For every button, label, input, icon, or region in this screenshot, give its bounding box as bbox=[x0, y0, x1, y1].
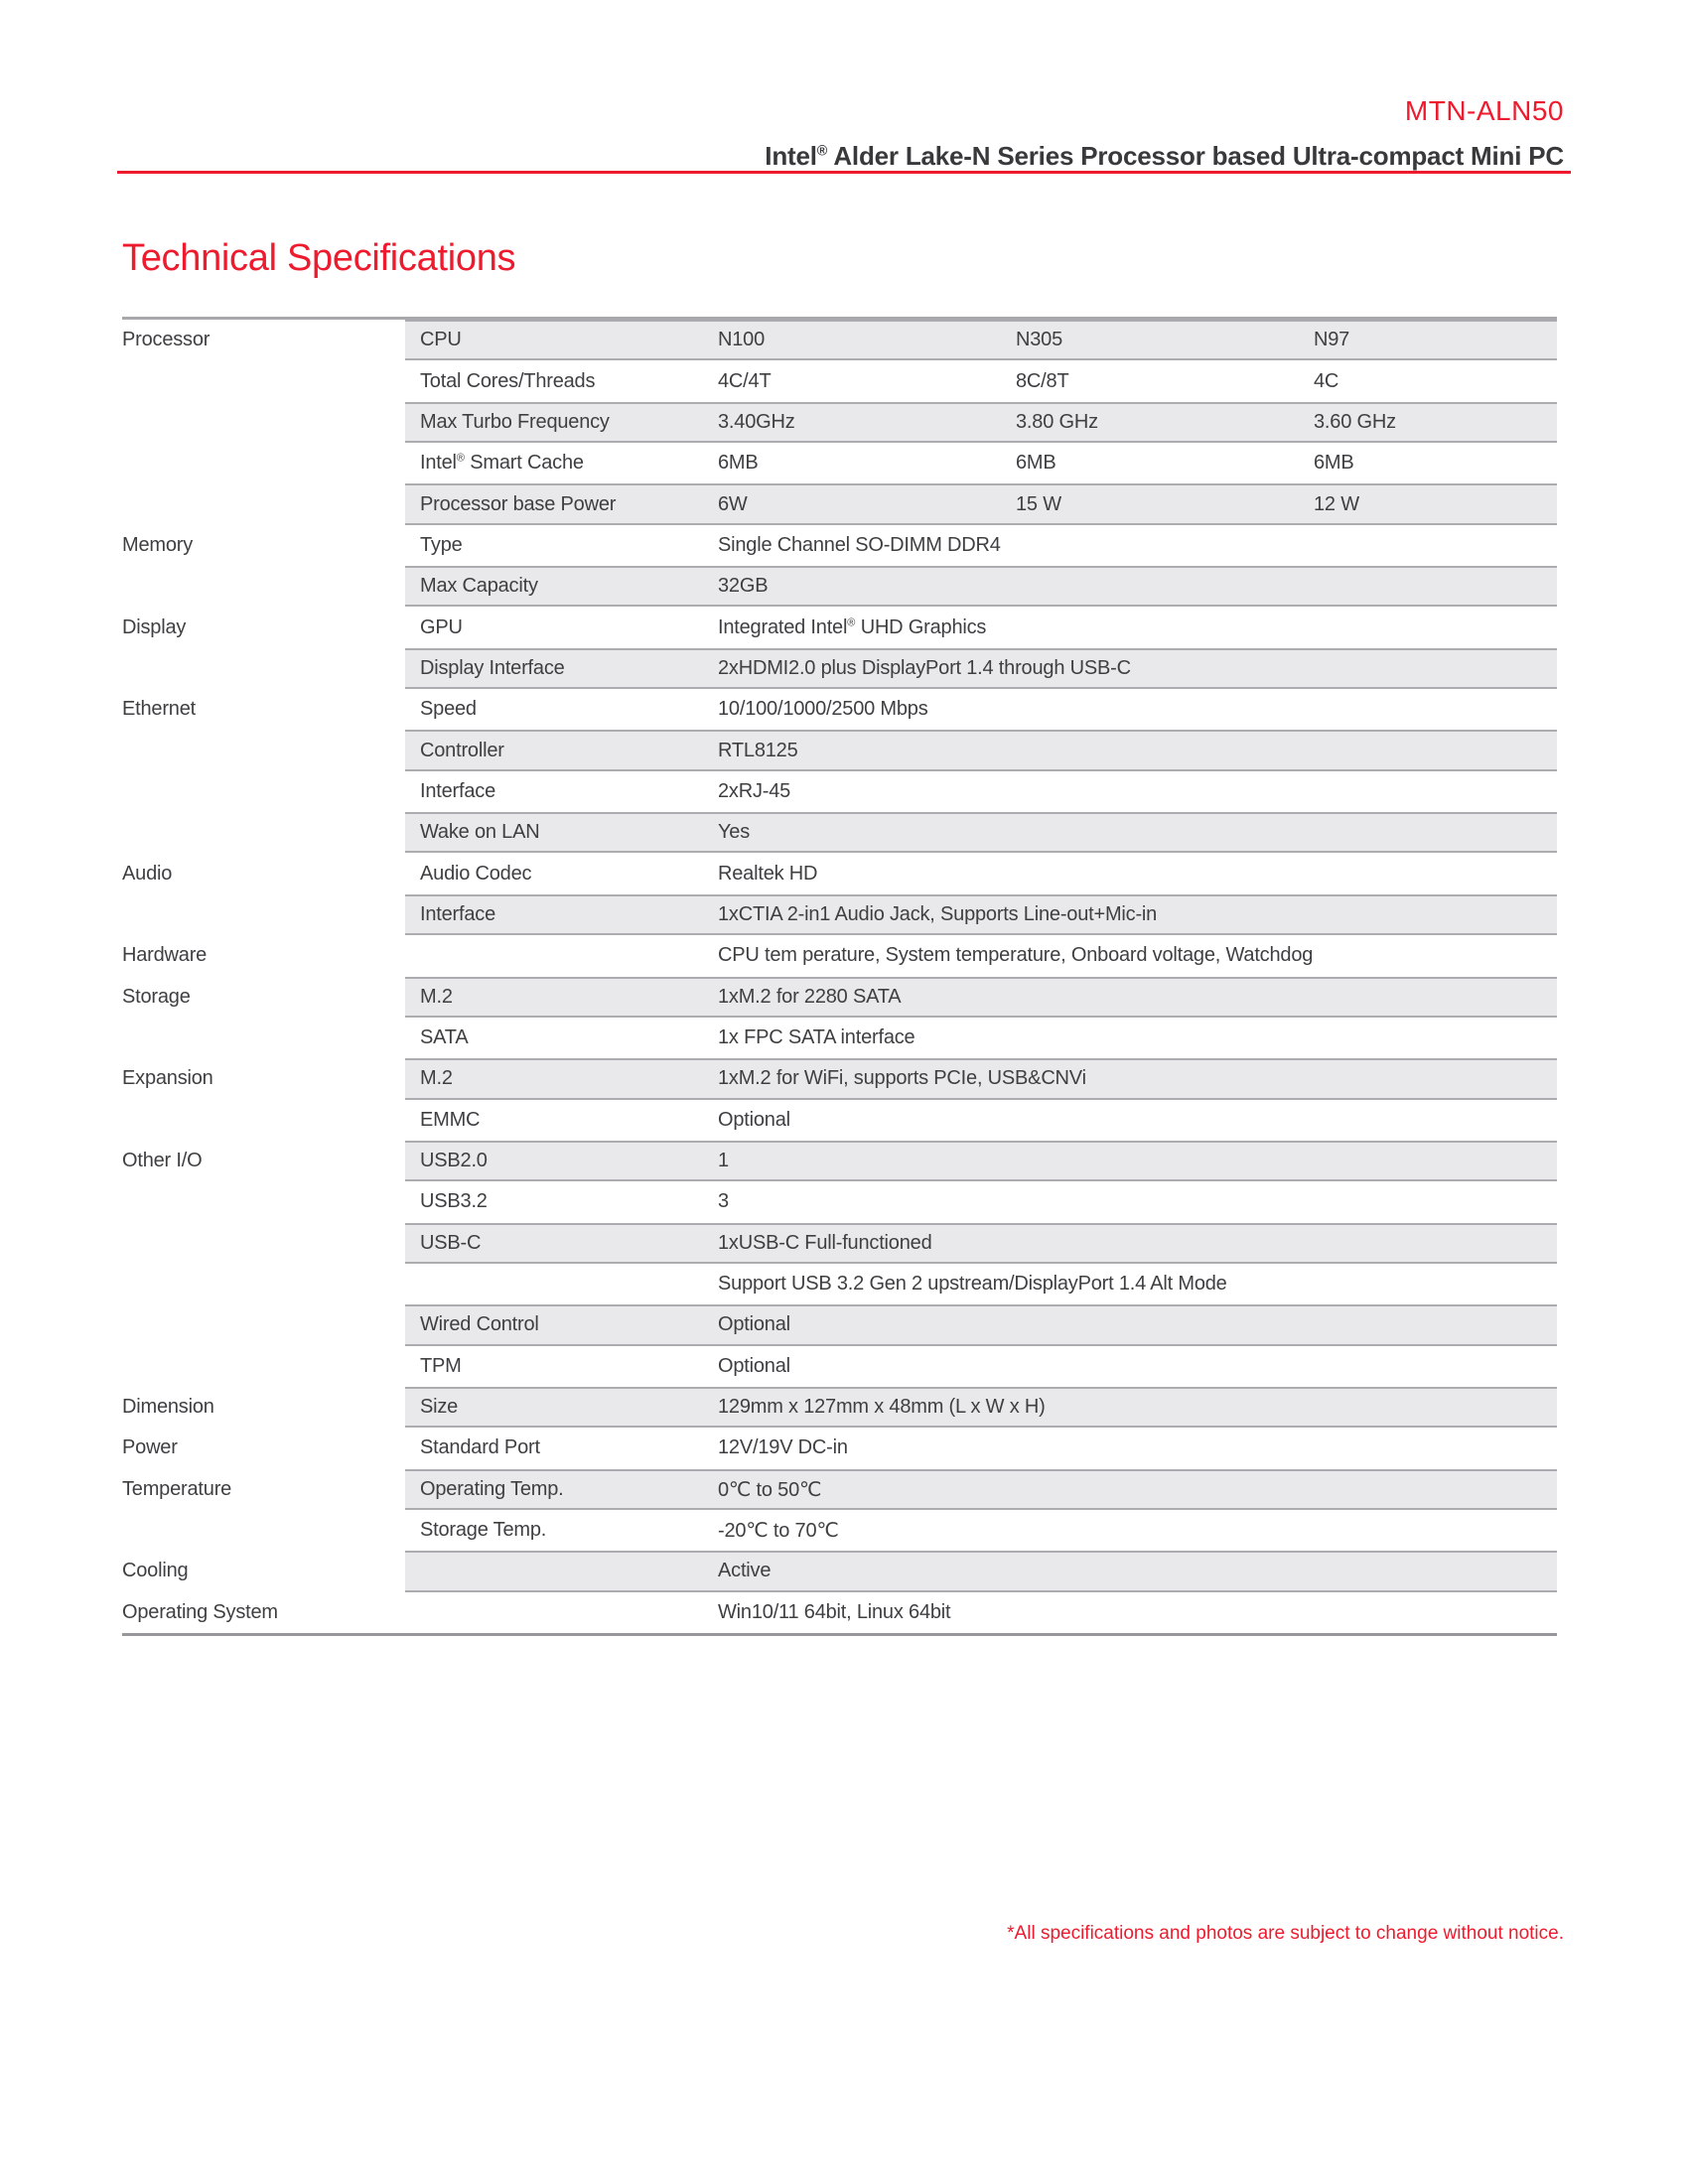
category-cell: Hardware bbox=[122, 944, 208, 967]
table-row bbox=[122, 525, 1557, 566]
spec-cell: USB-C bbox=[420, 1231, 482, 1254]
table-row bbox=[122, 935, 1557, 976]
category-cell bbox=[122, 443, 405, 483]
value-cell: Integrated Intel® UHD Graphics bbox=[718, 615, 987, 638]
value-cell: Support USB 3.2 Gen 2 upstream/DisplayPort 1.4 Alt Mode bbox=[718, 1273, 1227, 1296]
row-body bbox=[405, 566, 1557, 607]
spec-cell: Wake on LAN bbox=[420, 821, 540, 844]
category-cell: Expansion bbox=[122, 1067, 213, 1090]
table-row bbox=[122, 1469, 1557, 1510]
table-row bbox=[122, 483, 1557, 524]
table-row bbox=[122, 360, 1557, 401]
value-cell: 32GB bbox=[718, 575, 769, 598]
row-body bbox=[405, 483, 1557, 524]
table-row bbox=[122, 320, 1557, 360]
value-cell: 3 bbox=[718, 1190, 729, 1213]
spec-cell: Storage Temp. bbox=[420, 1519, 547, 1542]
model-number: MTN-ALN50 bbox=[1404, 95, 1564, 126]
value-cell: N97 bbox=[1314, 329, 1350, 351]
spec-cell: Max Capacity bbox=[420, 575, 538, 598]
value-cell: 12 W bbox=[1314, 492, 1359, 515]
value-cell: 1xM.2 for WiFi, supports PCIe, USB&CNVi bbox=[718, 1067, 1086, 1090]
row-body bbox=[405, 771, 1557, 812]
table-row bbox=[122, 1387, 1557, 1428]
category-cell bbox=[122, 1100, 405, 1141]
spec-cell: Controller bbox=[420, 739, 504, 761]
row-body bbox=[405, 443, 1557, 483]
category-cell: Temperature bbox=[122, 1477, 232, 1500]
row-body bbox=[405, 689, 1557, 730]
value-cell: 129mm x 127mm x 48mm (L x W x H) bbox=[718, 1396, 1046, 1419]
category-cell bbox=[122, 1181, 405, 1222]
row-body bbox=[405, 402, 1557, 443]
value-cell: 4C/4T bbox=[718, 369, 772, 392]
category-cell bbox=[122, 894, 405, 935]
row-body bbox=[405, 935, 1557, 976]
row-body bbox=[405, 977, 1557, 1018]
table-row bbox=[122, 443, 1557, 483]
row-body bbox=[405, 894, 1557, 935]
spec-cell: Standard Port bbox=[420, 1436, 540, 1459]
page-title: Technical Specifications bbox=[122, 237, 516, 279]
category-cell bbox=[122, 771, 405, 812]
row-body bbox=[405, 648, 1557, 689]
row-body bbox=[405, 360, 1557, 401]
category-cell: Cooling bbox=[122, 1560, 189, 1582]
category-cell: Power bbox=[122, 1436, 178, 1459]
spec-cell: Speed bbox=[420, 698, 477, 721]
value-cell: 6MB bbox=[718, 452, 759, 475]
value-cell: -20℃ to 70℃ bbox=[718, 1520, 839, 1543]
row-body bbox=[405, 1510, 1557, 1551]
row-body bbox=[405, 730, 1557, 770]
category-cell: Storage bbox=[122, 985, 191, 1008]
category-cell bbox=[122, 483, 405, 524]
category-cell bbox=[122, 730, 405, 770]
category-cell bbox=[122, 812, 405, 853]
value-cell: Realtek HD bbox=[718, 862, 818, 885]
spec-cell: GPU bbox=[420, 615, 463, 638]
row-body bbox=[405, 1304, 1557, 1345]
row-body bbox=[405, 320, 1557, 360]
table-row bbox=[122, 853, 1557, 893]
table-row bbox=[122, 1181, 1557, 1222]
spec-table bbox=[122, 317, 1557, 1636]
table-row bbox=[122, 812, 1557, 853]
table-row bbox=[122, 607, 1557, 647]
row-body bbox=[405, 1346, 1557, 1387]
row-body bbox=[405, 1387, 1557, 1428]
category-cell: Ethernet bbox=[122, 698, 197, 721]
table-row bbox=[122, 1551, 1557, 1591]
value-cell: N100 bbox=[718, 329, 766, 351]
spec-cell: TPM bbox=[420, 1354, 462, 1377]
product-subtitle: Intel® Alder Lake-N Series Processor based Ultra-compact Mini PC bbox=[765, 141, 1564, 171]
value-cell: 15 W bbox=[1016, 492, 1061, 515]
category-cell bbox=[122, 566, 405, 607]
category-cell bbox=[122, 1018, 405, 1058]
category-cell: Dimension bbox=[122, 1396, 214, 1419]
table-row bbox=[122, 1510, 1557, 1551]
row-body bbox=[405, 1264, 1557, 1304]
row-body bbox=[405, 1141, 1557, 1181]
row-body bbox=[405, 607, 1557, 647]
table-row bbox=[122, 1428, 1557, 1468]
category-cell: Audio bbox=[122, 862, 173, 885]
value-cell: 1 bbox=[718, 1150, 729, 1172]
category-cell bbox=[122, 1346, 405, 1387]
value-cell: 1x FPC SATA interface bbox=[718, 1026, 915, 1049]
table-row bbox=[122, 1592, 1557, 1633]
value-cell: 6MB bbox=[1016, 452, 1056, 475]
value-cell: 3.60 GHz bbox=[1314, 410, 1396, 433]
value-cell: 1xUSB-C Full-functioned bbox=[718, 1231, 932, 1254]
spec-cell: Total Cores/Threads bbox=[420, 369, 596, 392]
category-cell bbox=[122, 648, 405, 689]
table-row bbox=[122, 1304, 1557, 1345]
spec-cell: EMMC bbox=[420, 1108, 481, 1131]
category-cell: Display bbox=[122, 615, 187, 638]
value-cell: 2xHDMI2.0 plus DisplayPort 1.4 through USB-C bbox=[718, 656, 1131, 679]
row-body bbox=[405, 1469, 1557, 1510]
spec-cell: M.2 bbox=[420, 1067, 453, 1090]
spec-cell: SATA bbox=[420, 1026, 469, 1049]
table-row bbox=[122, 1346, 1557, 1387]
table-row bbox=[122, 1100, 1557, 1141]
table-row bbox=[122, 689, 1557, 730]
table-row bbox=[122, 1018, 1557, 1058]
value-cell: Optional bbox=[718, 1313, 790, 1336]
row-body bbox=[405, 525, 1557, 566]
value-cell: 2xRJ-45 bbox=[718, 779, 791, 802]
footnote: *All specifications and photos are subject to change without notice. bbox=[1007, 1923, 1564, 1944]
spec-cell: CPU bbox=[420, 329, 462, 351]
value-cell: 3.40GHz bbox=[718, 410, 795, 433]
table-row bbox=[122, 977, 1557, 1018]
category-cell bbox=[122, 360, 405, 401]
spec-cell: M.2 bbox=[420, 985, 453, 1008]
spec-cell: Size bbox=[420, 1396, 459, 1419]
row-body bbox=[405, 1181, 1557, 1222]
value-cell: 10/100/1000/2500 Mbps bbox=[718, 698, 928, 721]
spec-cell: Intel® Smart Cache bbox=[420, 452, 584, 475]
spec-cell: Wired Control bbox=[420, 1313, 539, 1336]
value-cell: Active bbox=[718, 1560, 772, 1582]
row-body bbox=[405, 1592, 1557, 1633]
value-cell: Yes bbox=[718, 821, 751, 844]
category-cell bbox=[122, 1510, 405, 1551]
row-body bbox=[405, 812, 1557, 853]
spec-cell: Operating Temp. bbox=[420, 1477, 564, 1500]
table-row bbox=[122, 771, 1557, 812]
category-cell: Processor bbox=[122, 329, 211, 351]
spec-cell: Interface bbox=[420, 902, 496, 925]
spec-cell: Audio Codec bbox=[420, 862, 532, 885]
table-row bbox=[122, 1223, 1557, 1264]
table-row bbox=[122, 648, 1557, 689]
value-cell: Optional bbox=[718, 1354, 790, 1377]
value-cell: 6W bbox=[718, 492, 748, 515]
spec-cell: Processor base Power bbox=[420, 492, 617, 515]
table-row bbox=[122, 894, 1557, 935]
spec-cell: Display Interface bbox=[420, 656, 565, 679]
value-cell: 0℃ to 50℃ bbox=[718, 1478, 822, 1501]
value-cell: Optional bbox=[718, 1108, 790, 1131]
value-cell: N305 bbox=[1016, 329, 1063, 351]
category-cell bbox=[122, 1304, 405, 1345]
row-body bbox=[405, 1223, 1557, 1264]
table-row bbox=[122, 402, 1557, 443]
category-cell bbox=[122, 1223, 405, 1264]
value-cell: 1xM.2 for 2280 SATA bbox=[718, 985, 902, 1008]
row-body bbox=[405, 1018, 1557, 1058]
table-row bbox=[122, 1141, 1557, 1181]
spec-cell: Interface bbox=[420, 779, 496, 802]
value-cell: 3.80 GHz bbox=[1016, 410, 1098, 433]
category-cell bbox=[122, 402, 405, 443]
category-cell bbox=[122, 1264, 405, 1304]
value-cell: 12V/19V DC-in bbox=[718, 1436, 848, 1459]
spec-cell: USB3.2 bbox=[420, 1190, 488, 1213]
table-row bbox=[122, 730, 1557, 770]
category-cell: Other I/O bbox=[122, 1150, 203, 1172]
table-row bbox=[122, 566, 1557, 607]
spec-cell: USB2.0 bbox=[420, 1150, 488, 1172]
value-cell: 8C/8T bbox=[1016, 369, 1069, 392]
row-body bbox=[405, 1058, 1557, 1099]
value-cell: Single Channel SO-DIMM DDR4 bbox=[718, 533, 1001, 556]
value-cell: Win10/11 64bit, Linux 64bit bbox=[718, 1600, 951, 1623]
row-body bbox=[405, 1428, 1557, 1468]
value-cell: 1xCTIA 2-in1 Audio Jack, Supports Line-out+Mic-in bbox=[718, 902, 1158, 925]
row-body bbox=[405, 853, 1557, 893]
table-row bbox=[122, 1264, 1557, 1304]
category-cell: Memory bbox=[122, 533, 194, 556]
row-body bbox=[405, 1551, 1557, 1591]
spec-cell: Max Turbo Frequency bbox=[420, 410, 610, 433]
header-rule bbox=[117, 171, 1571, 174]
table-row bbox=[122, 1058, 1557, 1099]
value-cell: 4C bbox=[1314, 369, 1339, 392]
category-cell: Operating System bbox=[122, 1600, 278, 1623]
spec-cell: Type bbox=[420, 533, 463, 556]
row-body bbox=[405, 1100, 1557, 1141]
value-cell: CPU tem perature, System temperature, Onboard voltage, Watchdog bbox=[718, 944, 1314, 967]
value-cell: RTL8125 bbox=[718, 739, 798, 761]
value-cell: 6MB bbox=[1314, 452, 1354, 475]
